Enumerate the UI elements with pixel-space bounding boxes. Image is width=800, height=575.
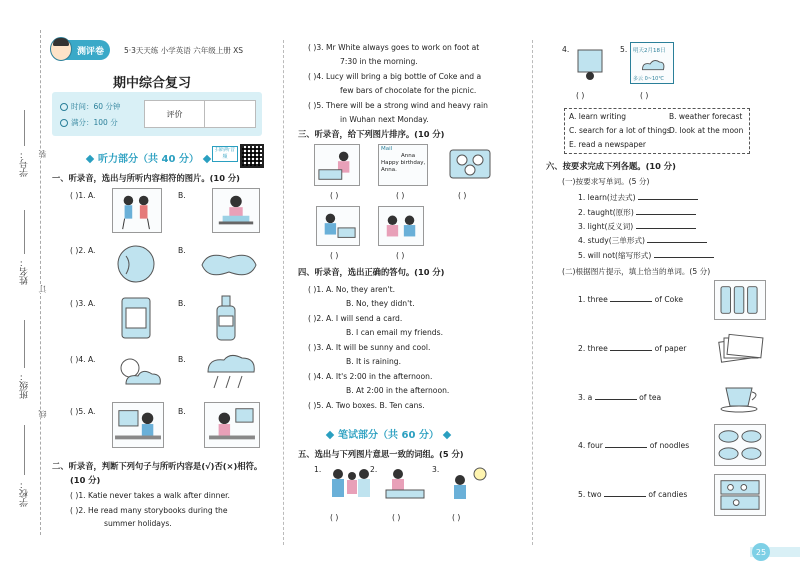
s6b-q1-b: of Coke bbox=[654, 295, 684, 304]
cans-picture[interactable] bbox=[118, 294, 154, 342]
cut-mark-1: 装 bbox=[38, 150, 47, 158]
test-badge bbox=[52, 40, 110, 60]
s6b-q3-a: 3. a bbox=[578, 393, 593, 402]
writing-part-title: 笔试部分（共 60 分） bbox=[322, 426, 455, 441]
s6-q2-text: 2. taught(原形) bbox=[578, 208, 634, 217]
s5-num-3: 3. bbox=[432, 465, 440, 474]
cut-mark-2: 订 bbox=[38, 285, 47, 293]
s6b-q3-b: of tea bbox=[639, 393, 662, 402]
kids-waving-picture[interactable] bbox=[112, 188, 162, 233]
s6b-q2-b: of paper bbox=[654, 344, 687, 353]
time-limit: 时间：60 分钟 bbox=[71, 102, 121, 111]
school-blank[interactable] bbox=[24, 425, 25, 475]
s5-paren-5[interactable]: ( ) bbox=[640, 91, 649, 100]
s6b-q3 bbox=[578, 392, 661, 403]
exam-info-box bbox=[52, 92, 262, 136]
clock-icon bbox=[60, 103, 68, 111]
s2-q2: ( )2. He read many storybooks during the bbox=[70, 506, 228, 515]
option-d: D. look at the moon bbox=[669, 126, 744, 135]
s6b-q3-blank[interactable] bbox=[595, 399, 637, 400]
s4-q2-b: B. I can email my friends. bbox=[346, 328, 443, 337]
s6-q4 bbox=[578, 235, 707, 246]
s3-paren-4[interactable]: ( ) bbox=[330, 251, 339, 260]
sub-2-heading: (二)根据图片提示，填上恰当的单词。(5 分) bbox=[562, 267, 711, 276]
s6-q5-blank[interactable] bbox=[654, 257, 714, 258]
s6-q2-blank[interactable] bbox=[636, 214, 696, 215]
mascot-icon bbox=[50, 37, 72, 61]
s2-q5: ( )5. There will be a strong wind and heavy rain bbox=[308, 101, 488, 110]
s1-q5-label: ( )5. A. bbox=[70, 407, 96, 416]
class-label: 班级： bbox=[20, 372, 30, 399]
star-icon bbox=[60, 119, 68, 127]
student-id-blank[interactable] bbox=[24, 110, 25, 146]
series-meta: 5·3天天练 小学英语 六年级上册 XS bbox=[124, 46, 243, 55]
s1-q4-label: ( )4. A. bbox=[70, 355, 96, 364]
s4-q1-a: ( )1. A. No, they aren't. bbox=[308, 285, 395, 294]
s1-q1-label: ( )1. A. bbox=[70, 191, 96, 200]
s6b-q2 bbox=[578, 343, 686, 354]
s4-q1-b: B. No, they didn't. bbox=[346, 299, 415, 308]
s1-q3-b: B. bbox=[178, 299, 186, 308]
option-a: A. learn writing bbox=[569, 112, 626, 121]
girl-writing-picture[interactable] bbox=[382, 464, 428, 504]
cut-mark-3: 线 bbox=[38, 410, 47, 418]
noodle-bowls-picture[interactable] bbox=[714, 424, 766, 466]
school-label: 学校： bbox=[20, 480, 30, 507]
s4-q3-a: ( )3. A. It will be sunny and cool. bbox=[308, 343, 431, 352]
listening-part-title: 听力部分（共 40 分） bbox=[82, 150, 215, 165]
page-number: 25 bbox=[752, 543, 770, 561]
s6b-q4-blank[interactable] bbox=[605, 447, 647, 448]
mail-name: Anna. bbox=[381, 167, 397, 173]
option-b: B. weather forecast bbox=[669, 112, 743, 121]
evaluation-label: 评价 bbox=[145, 101, 205, 127]
s4-q2-a: ( )2. A. I will send a card. bbox=[308, 314, 403, 323]
s3-paren-2[interactable]: ( ) bbox=[396, 191, 405, 200]
evaluation-cell[interactable] bbox=[205, 101, 255, 127]
section-4-heading: 四、听录音，选出正确的答句。(10 分) bbox=[298, 267, 445, 277]
s4-q5: ( )5. A. Two boxes. B. Ten cans. bbox=[308, 401, 425, 410]
s5-paren-4[interactable]: ( ) bbox=[576, 91, 585, 100]
coke-cans-picture[interactable] bbox=[714, 280, 766, 320]
s6b-q5 bbox=[578, 489, 687, 500]
qr-caption: 扫码听音频 bbox=[212, 146, 238, 162]
girl-reading-picture[interactable] bbox=[212, 188, 260, 233]
s1-q2-b: B. bbox=[178, 246, 186, 255]
s5-paren-2[interactable]: ( ) bbox=[392, 513, 401, 522]
s5-num-5: 5. bbox=[620, 45, 628, 54]
section-2-score: (10 分) bbox=[70, 475, 101, 485]
forecast-desc: 多云 0~10℃ bbox=[633, 76, 664, 82]
s2-q4: ( )4. Lucy will bring a big bottle of Coke and a bbox=[308, 72, 482, 81]
boy-moon-picture[interactable] bbox=[444, 464, 490, 504]
s6b-q4 bbox=[578, 440, 689, 451]
section-5-heading: 五、选出与下列图片意思一致的词组。(5 分) bbox=[298, 449, 464, 459]
s2-q3: ( )3. Mr White always goes to work on foot at bbox=[308, 43, 480, 52]
s6-q3 bbox=[578, 221, 696, 232]
full-score: 满分：100 分 bbox=[71, 118, 118, 127]
boy-computer-picture[interactable] bbox=[112, 402, 164, 448]
header-bar bbox=[52, 40, 272, 62]
s5-num-2: 2. bbox=[370, 465, 378, 474]
s6b-q2-blank[interactable] bbox=[610, 350, 652, 351]
qr-code-icon[interactable] bbox=[240, 144, 264, 168]
evaluation-table bbox=[144, 100, 256, 128]
option-e: E. read a newspaper bbox=[569, 140, 646, 149]
s6b-q4-a: 4. four bbox=[578, 441, 603, 450]
s2-q4-cont: few bars of chocolate for the picnic. bbox=[340, 86, 477, 95]
s6-q4-text: 4. study(三单形式) bbox=[578, 236, 646, 245]
mail-to: Anna bbox=[401, 153, 416, 159]
s6b-q1 bbox=[578, 294, 683, 305]
family-picture[interactable] bbox=[326, 464, 374, 504]
s6-q5-text: 5. will not(缩写形式) bbox=[578, 251, 652, 260]
weather-forecast-picture[interactable] bbox=[630, 42, 674, 84]
section-6-heading: 六、按要求完成下列各题。(10 分) bbox=[546, 161, 676, 171]
s6-q3-text: 3. light(反义词) bbox=[578, 222, 634, 231]
s6-q2 bbox=[578, 207, 696, 218]
s2-q3-cont: 7:30 in the morning. bbox=[340, 57, 418, 66]
s3-paren-5[interactable]: ( ) bbox=[396, 251, 405, 260]
s4-q4-b: B. At 2:00 in the afternoon. bbox=[346, 386, 450, 395]
s6b-q5-b: of candies bbox=[648, 490, 688, 499]
section-1-heading: 一、听录音，选出与所听内容相符的图片。(10 分) bbox=[52, 173, 240, 183]
option-c: C. search for a lot of things bbox=[569, 126, 671, 135]
paper-sheets-picture[interactable] bbox=[716, 330, 766, 366]
options-box bbox=[564, 108, 750, 154]
section-2-heading: 二、听录音，判断下列句子与所听内容是(√)否(×)相符。 bbox=[52, 461, 263, 471]
s5-paren-1[interactable]: ( ) bbox=[330, 513, 339, 522]
kids-playing-picture[interactable] bbox=[378, 206, 424, 246]
s6b-q1-a: 1. three bbox=[578, 295, 608, 304]
s1-q3-label: ( )3. A. bbox=[70, 299, 96, 308]
s6-q5 bbox=[578, 250, 714, 261]
badge-label: 测评卷 bbox=[76, 46, 104, 57]
s6b-q5-blank[interactable] bbox=[604, 496, 646, 497]
s2-q1: ( )1. Katie never takes a walk after dinner. bbox=[70, 491, 230, 500]
class-blank[interactable] bbox=[24, 320, 25, 368]
tea-cup-picture[interactable] bbox=[716, 378, 766, 416]
man-newspaper-picture[interactable] bbox=[572, 44, 612, 84]
girl-desk-sort-picture[interactable] bbox=[314, 144, 360, 186]
s6-q1-text: 1. learn(过去式) bbox=[578, 193, 636, 202]
s6b-q4-b: of noodles bbox=[649, 441, 690, 450]
s1-q4-b: B. bbox=[178, 355, 186, 364]
s6-q4-blank[interactable] bbox=[647, 242, 707, 243]
name-label: 姓名： bbox=[20, 258, 30, 285]
column-divider-1 bbox=[283, 40, 284, 545]
student-id-label: 学号： bbox=[20, 150, 30, 177]
cakes-box-picture[interactable] bbox=[446, 144, 494, 184]
sun-cloud-picture[interactable] bbox=[112, 352, 164, 392]
s2-q5-cont: in Wuhan next Monday. bbox=[340, 115, 429, 124]
mail-header: Mail bbox=[381, 146, 393, 152]
s6-q1 bbox=[578, 192, 698, 203]
sub-1-heading: (一)按要求写单词。(5 分) bbox=[562, 177, 650, 186]
s6-q1-blank[interactable] bbox=[638, 199, 698, 200]
s4-q4-a: ( )4. A. It's 2:00 in the afternoon. bbox=[308, 372, 433, 381]
birthday-mail-picture[interactable] bbox=[378, 144, 428, 186]
cut-line bbox=[40, 30, 41, 535]
s3-paren-1[interactable]: ( ) bbox=[330, 191, 339, 200]
s5-paren-3[interactable]: ( ) bbox=[452, 513, 461, 522]
s5-num-4: 4. bbox=[562, 45, 570, 54]
candy-boxes-picture[interactable] bbox=[714, 474, 766, 516]
s6b-q5-a: 5. two bbox=[578, 490, 602, 499]
page-title: 期中综合复习 bbox=[112, 76, 191, 91]
s6-q3-blank[interactable] bbox=[636, 228, 696, 229]
s2-q2-cont: summer holidays. bbox=[104, 519, 172, 528]
boy-reading-picture[interactable] bbox=[316, 206, 360, 246]
rain-cloud-picture[interactable] bbox=[200, 350, 260, 394]
peanut-picture[interactable] bbox=[198, 248, 260, 282]
mail-greeting: Happy birthday, bbox=[381, 160, 426, 166]
s1-q2-label: ( )2. A. bbox=[70, 246, 96, 255]
s1-q5-b: B. bbox=[178, 407, 186, 416]
s3-paren-3[interactable]: ( ) bbox=[458, 191, 467, 200]
name-blank[interactable] bbox=[24, 210, 25, 254]
s6b-q2-a: 2. three bbox=[578, 344, 608, 353]
column-divider-2 bbox=[532, 40, 533, 545]
forecast-date: 明天2月18日 bbox=[633, 48, 666, 54]
s5-num-1: 1. bbox=[314, 465, 322, 474]
s4-q3-b: B. It is raining. bbox=[346, 357, 402, 366]
section-3-heading: 三、听录音，给下列图片排序。(10 分) bbox=[298, 129, 445, 139]
moon-ball-picture[interactable] bbox=[112, 242, 160, 286]
s1-q1-b: B. bbox=[178, 191, 186, 200]
girl-desk-picture[interactable] bbox=[204, 402, 260, 448]
bottle-picture[interactable] bbox=[214, 294, 238, 342]
binding-margin bbox=[0, 0, 50, 575]
s6b-q1-blank[interactable] bbox=[610, 301, 652, 302]
